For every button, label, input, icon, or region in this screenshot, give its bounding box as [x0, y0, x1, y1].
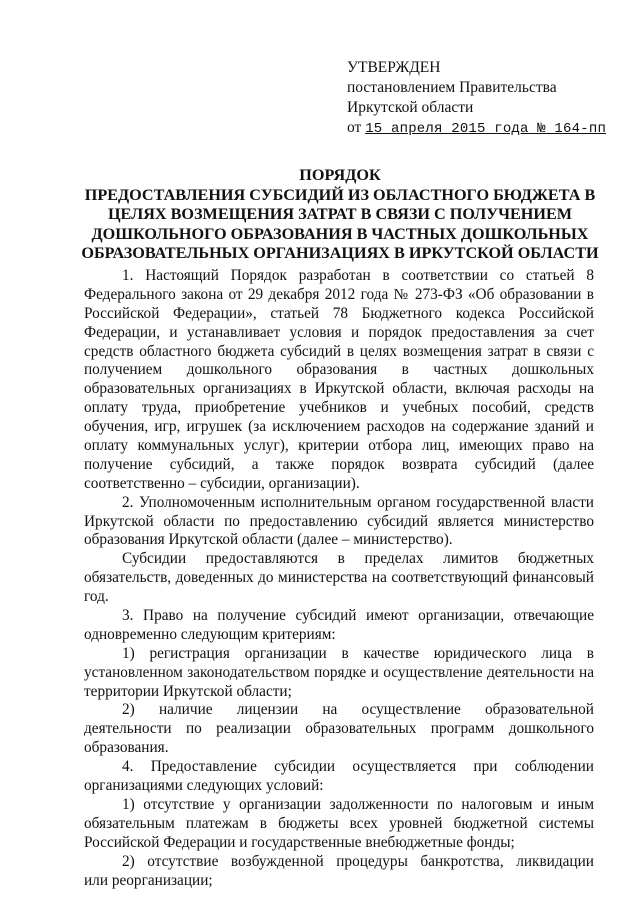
body-line: образования. [84, 739, 169, 757]
title-line-1: ПОРЯДОК [299, 166, 381, 184]
body-line: образования Иркутской области (далее – министерство). [84, 531, 453, 549]
body-line: деятельности по реализации образовательных программ дошкольного [84, 720, 594, 738]
body-line: Иркутской области по предоставлению субсидий является министерство [84, 512, 594, 530]
body-line: получением дошкольного образования в частных дошкольных [84, 361, 594, 379]
body-line: территории Иркутской области; [84, 682, 292, 700]
document-title [60, 166, 620, 264]
body-line: 2) отсутствие возбужденной процедуры банкротства, ликвидации [122, 852, 594, 870]
body-line: или реорганизации; [84, 871, 213, 889]
approval-date-value: 15 апреля 2015 года № 164-пп [365, 121, 607, 137]
approval-region: Иркутской области [347, 99, 474, 116]
body-line: 2) наличие лицензии на осуществление образовательной [122, 701, 594, 719]
document-body [84, 267, 594, 890]
body-line: обучения, игр, игрушек (за исключением расходов на содержание зданий и [84, 418, 594, 436]
body-line: Российской Федерации и государственные внебюджетные фонды; [84, 833, 515, 851]
body-line: обязательным платежам в бюджеты всех уровней бюджетной системы [84, 814, 594, 832]
body-line: Федерации, и устанавливает условия и порядок предоставления за счет [84, 323, 594, 341]
body-line: оплату коммунальных услуг), критерии отбора лиц, имеющих право на [84, 437, 594, 455]
body-line: образовательных организациях в Иркутской области, включая расходы на [84, 380, 594, 398]
body-line: 1) отсутствие у организации задолженности по налоговым и иным [122, 795, 594, 813]
body-line: 4. Предоставление субсидии осуществляется при соблюдении [122, 758, 594, 776]
body-line: Субсидии предоставляются в пределах лимитов бюджетных [122, 550, 594, 568]
body-line: 1) регистрация организации в качестве юридического лица в [122, 644, 594, 662]
body-line: соответственно – субсидии, организации). [84, 474, 360, 492]
body-line: обязательств, доведенных до министерства на соответствующий финансовый [84, 569, 594, 587]
approval-decree: постановлением Правительства [347, 79, 557, 96]
body-line: 1. Настоящий Порядок разработан в соответствии со статьей 8 [122, 267, 594, 284]
body-line: организациями следующих условий: [84, 777, 324, 795]
body-line: оплату труда, приобретение учебников и учебных пособий, средств [84, 399, 594, 417]
title-line-2: ПРЕДОСТАВЛЕНИЯ СУБСИДИЙ ИЗ ОБЛАСТНОГО БЮДЖЕТА В [84, 185, 596, 204]
body-line: одновременно следующим критериям: [84, 625, 336, 643]
body-line: установленном законодательством порядке и осуществление деятельности на [84, 663, 594, 681]
body-line: получение субсидий, а также порядок возврата субсидий (далее [84, 455, 594, 473]
approval-date-prefix: от [347, 119, 362, 136]
body-line: 3. Право на получение субсидий имеют организации, отвечающие [122, 607, 594, 625]
title-line-3: ЦЕЛЯХ ВОЗМЕЩЕНИЯ ЗАТРАТ В СВЯЗИ С ПОЛУЧЕНИЕМ [107, 205, 573, 223]
body-line: средств областного бюджета субсидий в целях возмещения затрат в связи с [84, 342, 594, 360]
approval-stamp [347, 58, 606, 139]
body-line: Федерального закона от 29 декабря 2012 года № 273-ФЗ «Об образовании в [84, 285, 594, 303]
approval-date-line [347, 118, 606, 139]
body-line: Российской Федерации», статьей 78 Бюджетного кодекса Российской [84, 304, 594, 322]
body-line: 2. Уполномоченным исполнительным органом государственной власти [122, 493, 594, 511]
title-line-4: ДОШКОЛЬНОГО ОБРАЗОВАНИЯ В ЧАСТНЫХ ДОШКОЛЬНЫХ [91, 224, 589, 243]
approval-heading: УТВЕРЖДЕН [347, 59, 441, 76]
title-line-5: ОБРАЗОВАТЕЛЬНЫХ ОРГАНИЗАЦИЯХ В ИРКУТСКОЙ ОБЛАСТИ [81, 244, 599, 262]
body-line: год. [84, 588, 109, 606]
